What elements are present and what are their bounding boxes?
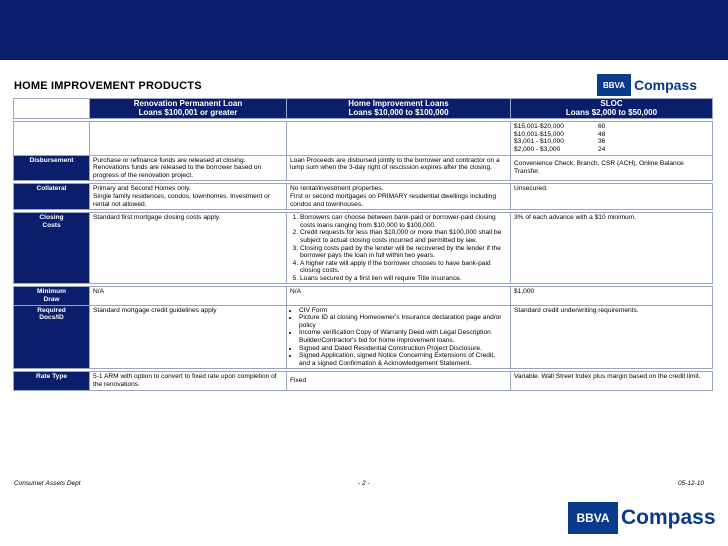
list-item: • Signed and Dated Residential Construction Project Disclosure. (299, 345, 507, 353)
column-header-sloc (511, 99, 713, 119)
sloc-tier-row: $15,001-$20,000 60 (514, 123, 606, 131)
cell-rate-home-improvement: Fixed (287, 372, 511, 390)
top-banner (0, 0, 728, 60)
table-row-terms (14, 122, 713, 155)
table-header-row (14, 99, 713, 119)
cell-required-sloc: Standard credit underwriting requirements. (511, 305, 713, 369)
column-header-line2: Loans $100,001 or greater (138, 107, 238, 117)
list-item: • CIV Form (299, 307, 507, 315)
cell-required-home-improvement (287, 305, 511, 369)
cell-collateral-renovation: Primary and Second Homes only. Single family residences, condos, townhomes. Investment or rental not allowed. (90, 184, 287, 210)
bbva-logo-mark: BBVA (597, 74, 631, 96)
cell-minimum-renovation: N/A (90, 287, 287, 305)
footer-page-number: - 2 - (358, 480, 370, 487)
products-table (13, 98, 713, 391)
row-label-required-docs: Required Docs/ID (14, 305, 90, 369)
header-corner (14, 99, 90, 119)
list-item: 5. Loans secured by a first lien will require Title insurance. (300, 275, 507, 283)
cell-rate-renovation: 5-1 ARM with option to convert to fixed rate upon completion of the renovations. (90, 372, 287, 390)
cell-closing-home-improvement (287, 213, 511, 284)
table-row-closing-costs (14, 213, 713, 284)
cell-empty (287, 122, 511, 155)
cell-empty (90, 122, 287, 155)
bbva-logo-mark: BBVA (568, 502, 618, 534)
list-item: • Picture ID at closing Homeowner's Insurance declaration page and/or policy (299, 314, 507, 329)
cell-minimum-sloc: $1,000 (511, 287, 713, 305)
row-label-empty (14, 122, 90, 155)
row-label-collateral: Collateral (14, 184, 90, 210)
cell-disbursement-home-improvement: Loan Proceeds are disbursed jointly to the borrower and contractor on a lump sum when the 3-day right of rescission expires after the closing. (287, 155, 511, 181)
page-title: HOME IMPROVEMENT PRODUCTS (14, 80, 202, 92)
row-label-rate-type: Rate Type (14, 372, 90, 390)
sloc-tier-row: $3,001 - $10,000 36 (514, 138, 606, 146)
table-row-rate-type (14, 372, 713, 390)
compass-wordmark: Compass (621, 506, 716, 529)
cell-disbursement-renovation: Purchase or refinance funds are released at closing. Renovations funds are released to the borrower based on progress of the renovation project. (90, 155, 287, 181)
row-label-closing-costs: Closing Costs (14, 213, 90, 284)
compass-wordmark: Compass (634, 77, 698, 93)
cell-closing-sloc: 3% of each advance with a $10 minimum. (511, 213, 713, 284)
cell-disbursement-sloc: Convenience Check, Branch, CSR (ACH), Online Balance Transfer. (511, 155, 713, 181)
bbva-compass-logo-top (597, 73, 697, 97)
cell-required-renovation: Standard mortgage credit guidelines apply (90, 305, 287, 369)
cell-collateral-home-improvement: No rental/investment properties. First or second mortgages on PRIMARY residential dwellings including condos and townhouses. (287, 184, 511, 210)
table-row-collateral (14, 184, 713, 210)
list-item: 1. Borrowers can choose between bank-paid or borrower-paid closing costs loans ranging from $10,000 to $100,000. (300, 214, 507, 229)
row-label-minimum-draw: Minimum Draw (14, 287, 90, 305)
sloc-tier-row: $10,001-$15,000 48 (514, 130, 606, 138)
list-item: 3. Closing costs paid by the lender will be recovered by the lender if the borrower pays the loan in full within two years. (300, 245, 507, 260)
column-header-renovation (90, 99, 287, 119)
column-header-line2: Loans $2,000 to $50,000 (565, 107, 658, 117)
list-item: • Income verification Copy of Warranty Deed with Legal Description Builder/Contractor's bid for home improvement loans. (299, 329, 507, 344)
table-row-disbursement (14, 155, 713, 181)
required-docs-list (290, 307, 507, 368)
table-row-required-docs (14, 305, 713, 369)
column-header-line1: Renovation Permanent Loan (133, 99, 243, 108)
column-header-line1: Home Improvement Loans (348, 99, 449, 108)
list-item: • Signed Application, signed Notice Concerning Extensions of Credit, and a signed Confirmation & Acknowledgement Statement. (299, 352, 507, 367)
column-header-home-improvement (287, 99, 511, 119)
closing-costs-list (290, 214, 507, 282)
sloc-tier-row: $2,000 - $3,000 24 (514, 145, 606, 153)
list-item: 2. Credit requests for less than $10,000 or more than $100,000 shall be subject to actual closing costs incurred and permitted by law. (300, 229, 507, 244)
cell-rate-sloc: Variable. Wall Street Index plus margin based on the credit limit. (511, 372, 713, 390)
column-header-line1: SLOC (600, 99, 623, 108)
row-label-disbursement: Disbursement (14, 155, 90, 181)
cell-collateral-sloc: Unsecured. (511, 184, 713, 210)
footer-department: Consumer Assets Dept (14, 480, 81, 487)
bbva-compass-logo-bottom (568, 498, 716, 538)
table-row-minimum-draw (14, 287, 713, 305)
footer-date: 05-12-10 (678, 480, 705, 487)
cell-minimum-home-improvement: N/A (287, 287, 511, 305)
list-item: 4. A higher rate will apply if the borrower chooses to have bank-paid closing costs. (300, 260, 507, 275)
cell-closing-renovation: Standard first mortgage closing costs apply. (90, 213, 287, 284)
column-header-line2: Loans $10,000 to $100,000 (348, 107, 449, 117)
cell-sloc-tiers (511, 122, 713, 155)
